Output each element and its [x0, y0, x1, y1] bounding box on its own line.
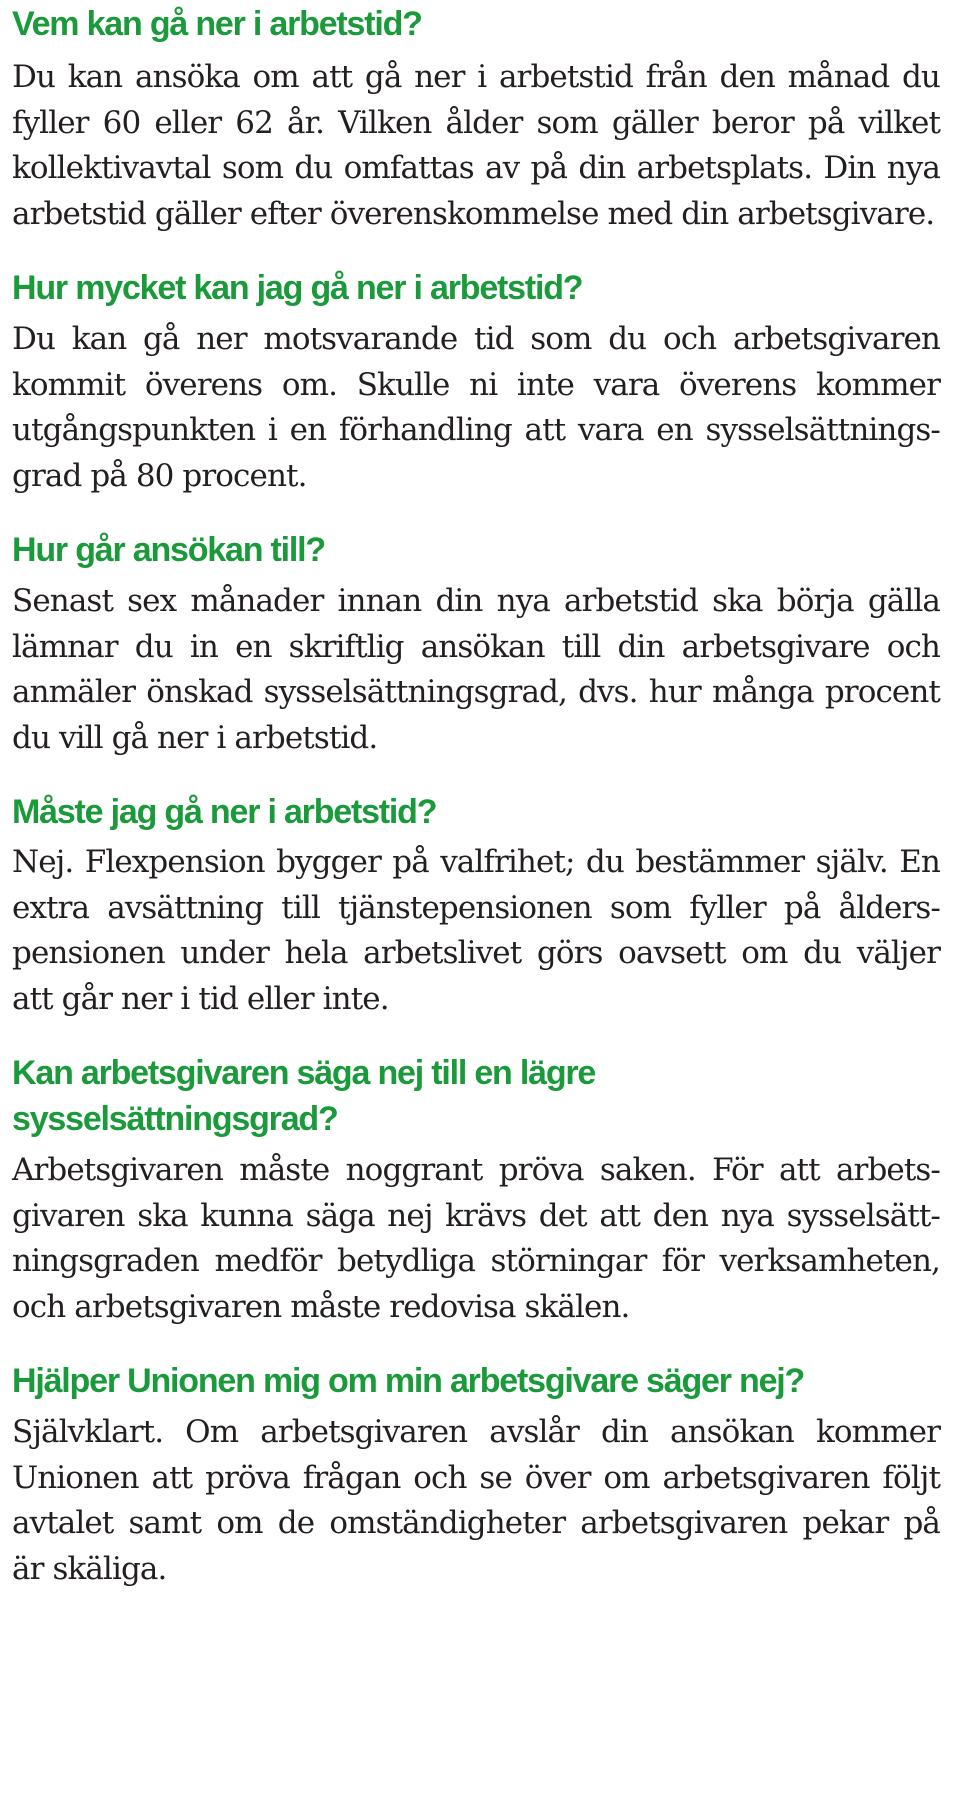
body-line: Senast sex månader innan din nya arbetstid ska börja gälla: [12, 583, 940, 619]
body-line: Självklart. Om arbetsgivaren avslår din ansökan kommer: [12, 1414, 940, 1450]
body-line: du vill gå ner i arbetstid.: [12, 719, 378, 756]
body-line: extra avsättning till tjänstepensionen som fyller på ålders-: [12, 889, 940, 926]
section-heading-application: Hur går ansökan till?: [12, 531, 325, 569]
section-body-union-help: [12, 1410, 940, 1592]
body-line: grad på 80 procent.: [12, 457, 307, 494]
body-line: fyller 60 eller 62 år. Vilken ålder som gäller beror på vilket: [12, 104, 940, 141]
body-line: är skäliga.: [12, 1550, 167, 1587]
body-line: givaren ska kunna säga nej krävs det att den nya sysselsätt-: [12, 1197, 940, 1234]
body-line: att går ner i tid eller inte.: [12, 980, 389, 1017]
body-line: ningsgraden medför betydliga störningar för verksamheten,: [12, 1243, 940, 1279]
body-line: kollektivavtal som du omfattas av på din arbetsplats. Din nya: [12, 150, 940, 186]
section-heading-union-help: Hjälper Unionen mig om min arbetsgivare säger nej?: [12, 1362, 805, 1400]
body-line: Du kan gå ner motsvarande tid som du och arbetsgivaren: [12, 321, 940, 357]
section-body-application: [12, 579, 940, 761]
section-heading-can-employer-refuse-cont: sysselsättningsgrad?: [12, 1100, 338, 1138]
body-line: arbetstid gäller efter överenskommelse med din arbetsgivare.: [12, 195, 935, 232]
body-line: pensionen under hela arbetslivet görs oavsett om du väljer: [12, 935, 940, 971]
section-body-can-employer-refuse: [12, 1148, 940, 1330]
body-line: avtalet samt om de omständigheter arbetsgivaren pekar på: [12, 1505, 940, 1541]
body-line: kommit överens om. Skulle ni inte vara överens kommer: [12, 366, 940, 403]
section-heading-who: Vem kan gå ner i arbetstid?: [12, 5, 422, 43]
body-line: anmäler önskad sysselsättningsgrad, dvs. hur många procent: [12, 674, 940, 710]
body-line: Du kan ansöka om att gå ner i arbetstid från den månad du: [12, 59, 940, 95]
body-line: lämnar du in en skriftlig ansökan till din arbetsgivare och: [12, 628, 940, 665]
body-line: Unionen att pröva frågan och se över om arbetsgivaren följt: [12, 1459, 940, 1496]
section-heading-how-much: Hur mycket kan jag gå ner i arbetstid?: [12, 269, 583, 307]
body-line: Nej. Flexpension bygger på valfrihet; du bestämmer själv. En: [12, 844, 940, 880]
body-line: och arbetsgivaren måste redovisa skälen.: [12, 1288, 630, 1325]
section-heading-must-i: Måste jag gå ner i arbetstid?: [12, 793, 437, 831]
section-body-must-i: [12, 840, 940, 1022]
section-body-how-much: [12, 317, 940, 499]
body-line: Arbetsgivaren måste noggrant pröva saken. För att arbets-: [12, 1152, 940, 1188]
section-heading-can-employer-refuse: Kan arbetsgivaren säga nej till en lägre: [12, 1054, 596, 1092]
body-line: utgångspunkten i en förhandling att vara en sysselsättnings-: [12, 412, 940, 448]
section-body-who: [12, 55, 940, 237]
